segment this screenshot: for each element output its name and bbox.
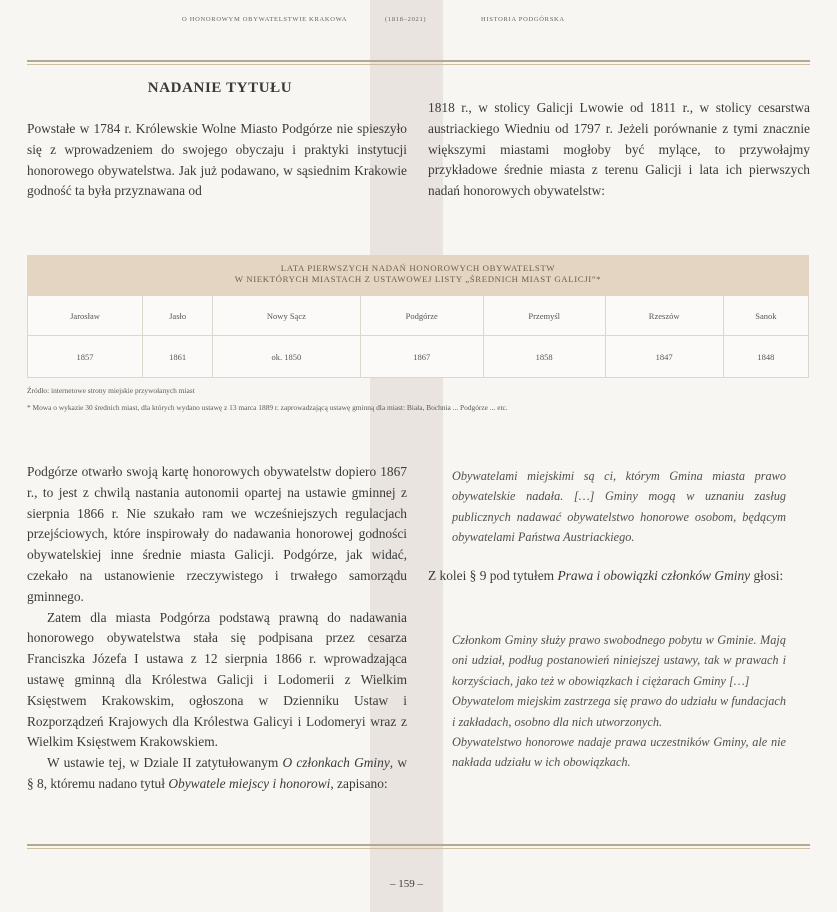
- table-title-line2: W NIEKTÓRYCH MIASTACH Z USTAWOWEJ LISTY „ŚREDNICH MIAST GALICJI”*: [234, 274, 602, 284]
- table-row-years: [28, 336, 809, 378]
- section-title: NADANIE TYTUŁU: [147, 80, 293, 96]
- left-column-body: [27, 462, 407, 795]
- running-header-right: HISTORIA PODGÓRSKA: [481, 16, 565, 23]
- header-rule-thin: [27, 64, 810, 65]
- year-cell: 1867: [360, 336, 483, 378]
- mid-text: Z kolei § 9 pod tytułem: [428, 568, 558, 583]
- quote-paragraph-2: Członkom Gminy służy prawo swobodnego pobytu w Gminie. Mają oni udział, podług postanowień niniejszej ustawy, tak w prawach i korzyściach, jako też w obowiązkach i ciężarach Gminy […]: [452, 633, 786, 688]
- right-column-quotes: [428, 630, 786, 773]
- first-grants-table: [27, 295, 809, 378]
- page-number: – 159 –: [390, 878, 423, 890]
- p3-text: , zapisano:: [330, 775, 388, 791]
- quote-paragraph-4: Obywatelstwo honorowe nadaje prawa uczestników Gminy, ale nie nakłada udziału w ich obowiązkach.: [452, 735, 786, 770]
- year-cell: ok. 1850: [213, 336, 360, 378]
- footer-rule-thin: [27, 848, 810, 849]
- footer-rule: [27, 844, 810, 846]
- intro-continuation: 1818 r., w stolicy Galicji Lwowie od 1811 r., w stolicy cesarstwa austriackiego Wiedniu od 1797 r. Jeżeli porównanie z tymi znacznie większymi miastami mogłoby być mylące, to przywołajmy przykładowe średnie miasta z terenu Galicji i lata ich pierwszych nadań honorowych obywatelstw:: [428, 100, 810, 199]
- year-cell: 1858: [483, 336, 605, 378]
- source-note: Źródło: internetowe strony miejskie przywołanych miast: [27, 386, 195, 395]
- year-cell: 1861: [143, 336, 213, 378]
- city-cell: Przemyśl: [483, 296, 605, 336]
- p3-italic-title: Obywatele miejscy i honorowi: [168, 775, 331, 791]
- city-cell: Sanok: [723, 296, 808, 336]
- body-paragraph-mid: [428, 566, 810, 587]
- left-column-intro: [27, 119, 407, 202]
- year-cell: 1857: [28, 336, 143, 378]
- city-cell: Rzeszów: [605, 296, 723, 336]
- year-cell: 1847: [605, 336, 723, 378]
- table-footnote: * Mowa o wykazie 30 średnich miast, dla których wydano ustawę z 13 marca 1889 r. zaprowadzającą ustawę gminną dla miast: Biała, Bochnia ... Podgórze ... etc.: [27, 403, 508, 412]
- quote-paragraph-1: Obywatelami miejskimi są ci, którym Gmina miasta prawo obywatelskie nadała. […] Gminy mogą w uznaniu zasług publicznych nadawać obywatelstwo honorowe osobom, będącym obywatelami Państwa Austriackiego.: [452, 469, 786, 545]
- city-cell: Podgórze: [360, 296, 483, 336]
- p3-text: , w § 8, któremu nadano tytuł: [27, 755, 407, 791]
- city-cell: Jasło: [143, 296, 213, 336]
- mid-text: głosi:: [750, 568, 784, 583]
- intro-paragraph: Powstałe w 1784 r. Królewskie Wolne Miasto Podgórze nie spieszyło się z wprowadzeniem do swojego obyczaju i praktyki instytucji honorowego obywatelstwa. Jak już podawano, w sąsiednim Krakowie godność ta była przyznawana od: [27, 121, 407, 199]
- body-paragraph-2: Zatem dla miasta Podgórza podstawą prawną do nadawania honorowego obywatelstwa stała się podpisana przez cesarza Franciszka Józefa I ustawa z 12 sierpnia 1866 r. wprowadzająca ustawę gminną dla Królestwa Galicji i Lodomerii z Wielkim Księstwem Krakowskim, ogłoszona w Dzienniku Ustaw i Rozporządzeń Krajowych dla Królestwa Galicyi i Lodomeryi wraz z Wielkim Księstwem Krakowskiem.: [27, 609, 407, 750]
- quote-paragraph-3: Obywatelom miejskim zastrzega się prawo do udziału w fundacjach i zakładach, osobno dla nich utworzonych.: [452, 694, 786, 729]
- running-header-left: O HONOROWYM OBYWATELSTWIE KRAKOWA: [182, 16, 348, 23]
- running-header-center: (1818–2021): [385, 16, 427, 23]
- year-cell: 1848: [723, 336, 808, 378]
- header-rule: [27, 60, 810, 62]
- p3-text: W ustawie tej, w Dziale II zatytułowanym: [47, 755, 283, 771]
- right-column-mid: [428, 566, 810, 587]
- p3-italic-section: O członkach Gminy: [282, 755, 390, 771]
- body-paragraph-3: [27, 753, 407, 795]
- mid-italic-title: Prawa i obowiązki członków Gminy: [557, 568, 751, 583]
- table-row-cities: [28, 296, 809, 336]
- table-title-line1: LATA PIERWSZYCH NADAŃ HONOROWYCH OBYWATELSTW: [280, 263, 556, 273]
- city-cell: Nowy Sącz: [213, 296, 360, 336]
- right-column-body: [428, 466, 786, 548]
- table-title: [27, 255, 809, 295]
- body-paragraph-1: Podgórze otwarło swoją kartę honorowych obywatelstw dopiero 1867 r., to jest z chwilą nastania autonomii opartej na ustawie gminnej z sierpnia 1866 r. Nie szukało ram we wcześniejszych regulacjach przejściowych, które inspirowały do nadawania honorowej godności obywatelskiej inne średnie miasta Galicji. Podgórze, jak widać, czekało na ustanowienie rzeczywistego i trwałego samorządu gminnego.: [27, 464, 407, 604]
- right-column-intro: [428, 98, 810, 202]
- city-cell: Jarosław: [28, 296, 143, 336]
